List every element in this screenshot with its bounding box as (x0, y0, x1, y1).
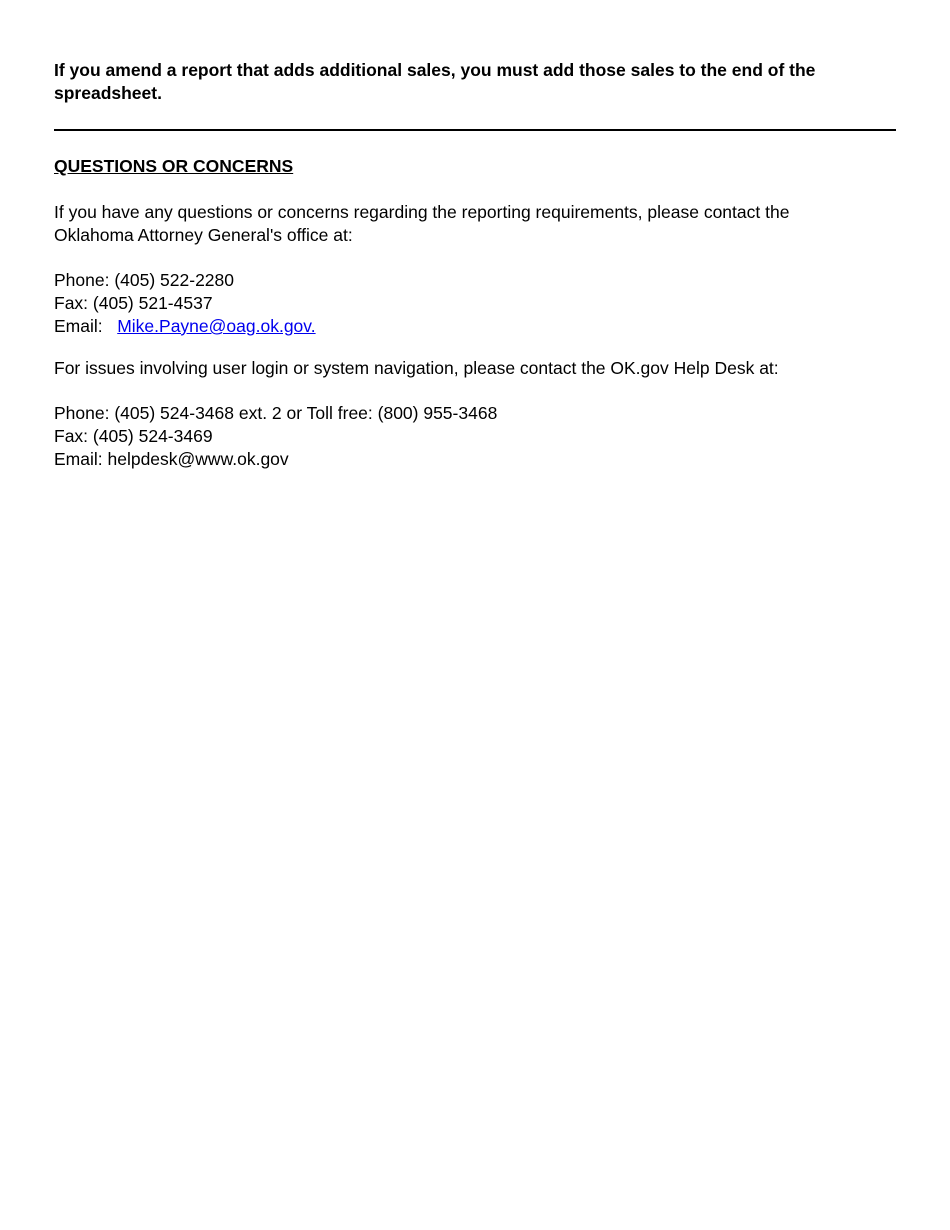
intro-line-1: If you have any questions or concerns regarding the reporting requirements, please contact the (54, 202, 790, 222)
intro-line-2: Oklahoma Attorney General's office at: (54, 225, 353, 245)
amend-notice-line-1: If you amend a report that adds additional sales, you must add those sales to the end of the (54, 60, 816, 80)
ag-email-label: Email: (54, 316, 103, 336)
ag-phone: Phone: (405) 522-2280 (54, 270, 234, 290)
helpdesk-fax: Fax: (405) 524-3469 (54, 426, 213, 446)
ag-email-link[interactable]: Mike.Payne@oag.ok.gov. (117, 316, 316, 336)
helpdesk-email: Email: helpdesk@www.ok.gov (54, 449, 289, 469)
helpdesk-phone: Phone: (405) 524-3468 ext. 2 or Toll free: (800) 955-3468 (54, 403, 498, 423)
section-heading: QUESTIONS OR CONCERNS (54, 156, 294, 176)
horizontal-divider (54, 129, 896, 131)
helpdesk-intro: For issues involving user login or system navigation, please contact the OK.gov Help Desk at: (54, 358, 779, 378)
ag-email-row (54, 315, 316, 338)
ag-fax: Fax: (405) 521-4537 (54, 293, 213, 313)
amend-notice-line-2: spreadsheet. (54, 83, 162, 103)
